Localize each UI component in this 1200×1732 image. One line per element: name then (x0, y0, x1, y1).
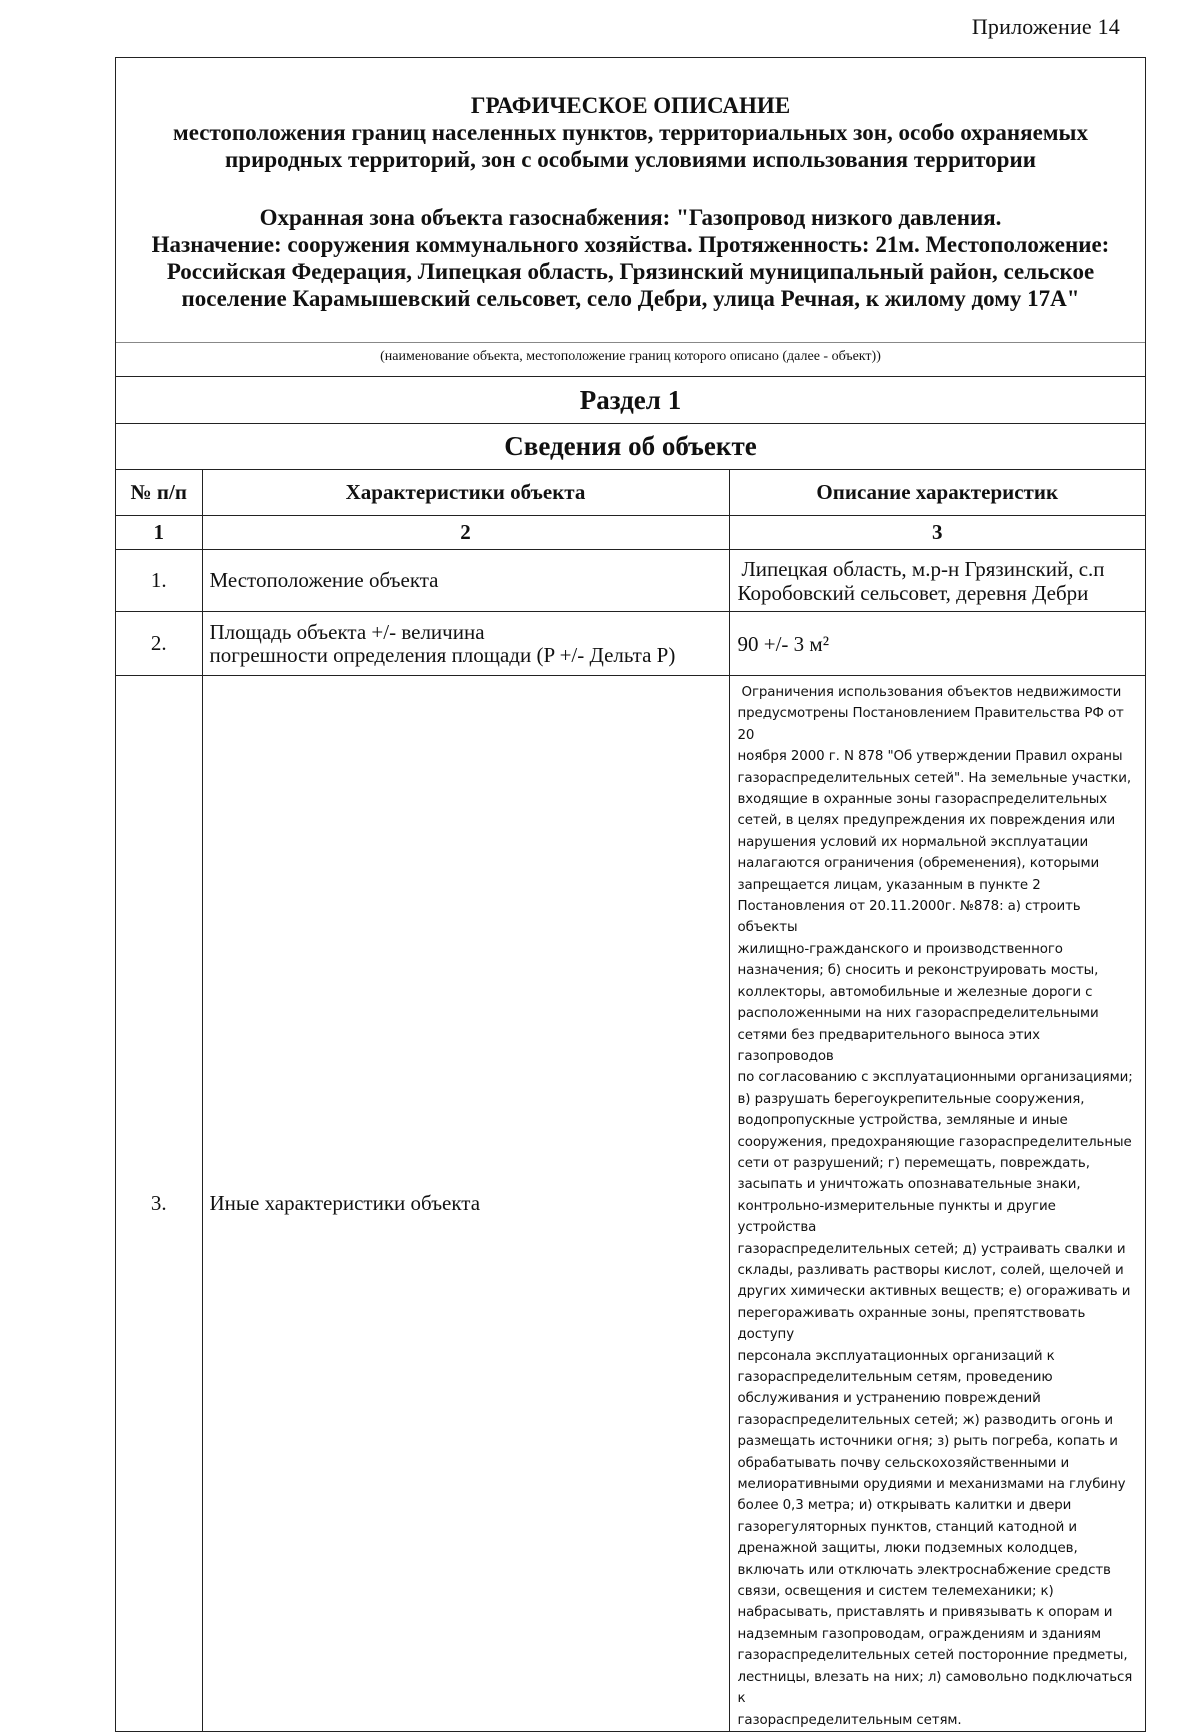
row-label (202, 612, 729, 676)
restriction-text-line: по согласованию с эксплуатационными организациями; (737, 1070, 1133, 1086)
row-label: Иные характеристики объекта (202, 676, 729, 1731)
object-name-line4: поселение Карамышевский сельсовет, село Дебри, улица Речная, к жилому дому 17А" (181, 286, 1080, 311)
restriction-text-line: водопропускные устройства, земляные и иные (737, 1113, 1068, 1129)
restriction-text-line: дренажной защиты, люки подземных колодцев, (737, 1541, 1078, 1557)
restriction-text-line: других химически активных веществ; е) огораживать и (737, 1284, 1131, 1300)
table-row (116, 550, 1145, 612)
restriction-text-line: обрабатывать почву сельскохозяйственными и (737, 1455, 1070, 1471)
section-title: Раздел 1 (116, 376, 1145, 423)
column-number: 2 (202, 516, 729, 550)
restriction-text-line: газораспределительных сетей; ж) разводить огонь и (737, 1412, 1113, 1428)
restriction-text-line: предусмотрены Постановлением Правительства РФ от 20 (737, 706, 1124, 743)
restriction-text-line: более 0,3 метра; и) открывать калитки и двери (737, 1498, 1072, 1514)
restriction-text-line: газораспределительных сетей посторонние предметы, (737, 1648, 1128, 1664)
restriction-text-line: Ограничения использования объектов недвижимости (741, 685, 1122, 700)
restriction-text-line: ноября 2000 г. N 878 "Об утверждении Правил охраны (737, 749, 1123, 765)
table-row (116, 612, 1145, 676)
restriction-text-line: перегораживать охранные зоны, препятствовать доступу (737, 1305, 1086, 1343)
restriction-text-line: запрещается лицам, указанным в пункте 2 (737, 877, 1041, 893)
restriction-text-line: газораспределительным сетям, проведению (737, 1370, 1053, 1385)
document-subtitle-line2: природных территорий, зон с особыми условиями использования территории (225, 147, 1036, 172)
row-label-line: погрешности определения площади (P +/- Дельта P) (209, 642, 676, 667)
restriction-text-line: жилищно-гражданского и производственного (737, 941, 1063, 957)
restriction-text-line: расположенными на них газораспределительными (737, 1006, 1099, 1022)
restriction-text (738, 682, 1138, 1731)
row-index: 3. (116, 676, 202, 1731)
restriction-text-line: склады, разливать растворы кислот, солей, щелочей и (737, 1262, 1124, 1278)
row-label-line: Площадь объекта +/- величина (209, 619, 485, 644)
row-value (729, 550, 1145, 612)
object-caption: (наименование объекта, местоположение границ которого описано (далее - объект)) (116, 342, 1145, 376)
restriction-text-line: лестницы, влезать на них; л) самовольно подключаться к (737, 1669, 1133, 1707)
restriction-text-line: Постановления от 20.11.2000г. №878: а) строить объекты (737, 899, 1081, 936)
restriction-text-line: назначения; б) сносить и реконструировать мосты, (737, 963, 1099, 979)
restriction-text-line: связи, освещения и систем телемеханики; к) (737, 1584, 1054, 1600)
restriction-text-line: сетей, в целях предупреждения их повреждения или (737, 813, 1116, 829)
row-value: 90 +/- 3 м² (729, 612, 1145, 676)
column-header-number: № п/п (116, 470, 202, 516)
restriction-text-line: газораспределительных сетей". На земельные участки, (737, 770, 1132, 786)
row-value-line: Коробовский сельсовет, деревня Дебри (737, 580, 1089, 605)
row-value-restrictions (729, 676, 1145, 1731)
column-header-characteristics: Характеристики объекта (202, 470, 729, 516)
appendix-label: Приложение 14 (971, 14, 1120, 39)
table-header-row (116, 470, 1145, 516)
document-subtitle-line1: местоположения границ населенных пунктов, территориальных зон, особо охраняемых (173, 120, 1088, 145)
restriction-text-line: мелиоративными орудиями и механизмами на глубину (737, 1477, 1126, 1493)
column-number: 3 (729, 516, 1145, 550)
row-label: Местоположение объекта (202, 550, 729, 612)
restriction-text-line: засыпать и уничтожать опознавательные знаки, (737, 1177, 1081, 1193)
restriction-text-line: газораспределительным сетям. (737, 1712, 962, 1728)
restriction-text-line: нарушения условий их нормальной эксплуатации (737, 834, 1089, 850)
object-name-line3: Российская Федерация, Липецкая область, Грязинский муниципальный район, сельское (166, 259, 1095, 284)
row-index: 1. (116, 550, 202, 612)
object-name-line2: Назначение: сооружения коммунального хозяйства. Протяженность: 21м. Местоположение: (151, 232, 1110, 257)
object-info-table (116, 469, 1145, 1731)
section-subtitle: Сведения об объекте (116, 423, 1145, 469)
object-name-line1: Охранная зона объекта газоснабжения: "Газопровод низкого давления. (259, 205, 1002, 230)
restriction-text-line: газорегуляторных пунктов, станций катодной и (737, 1519, 1077, 1535)
restriction-text-line: налагаются ограничения (обременения), которыми (737, 856, 1100, 872)
restriction-text-line: коллекторы, автомобильные и железные дороги с (737, 984, 1093, 1000)
document-title: ГРАФИЧЕСКОЕ ОПИСАНИЕ (470, 93, 791, 118)
restriction-text-line: включать или отключать электроснабжение средств (737, 1562, 1111, 1578)
restriction-text-line: набрасывать, приставлять и привязывать к опорам и (737, 1605, 1113, 1621)
restriction-text-line: сооружения, предохраняющие газораспределительные (737, 1134, 1132, 1150)
row-value-line: Липецкая область, м.р-н Грязинский, с.п (741, 556, 1105, 581)
restriction-text-line: в) разрушать берегоукрепительные сооружения, (737, 1091, 1085, 1107)
restriction-text-line: сетями без предварительного выноса этих газопроводов (737, 1027, 1040, 1064)
column-header-description: Описание характеристик (729, 470, 1145, 516)
restriction-text-line: обслуживания и устранению повреждений (737, 1391, 1041, 1407)
restriction-text-line: входящие в охранные зоны газораспределительных (737, 792, 1108, 808)
restriction-text-line: размещать источники огня; з) рыть погреба, копать и (737, 1434, 1118, 1450)
document-frame (115, 57, 1146, 1732)
column-number: 1 (116, 516, 202, 550)
restriction-text-line: сети от разрушений; г) перемещать, повреждать, (737, 1155, 1090, 1171)
restriction-text-line: контрольно-измерительные пункты и другие устройства (737, 1198, 1056, 1236)
table-row (116, 676, 1145, 1731)
restriction-text-line: персонала эксплуатационных организаций к (737, 1348, 1055, 1364)
restriction-text-line: газораспределительных сетей; д) устраивать свалки и (737, 1241, 1126, 1257)
object-name (136, 204, 1125, 312)
restriction-text-line: надземным газопроводам, ограждениям и зданиям (737, 1626, 1102, 1642)
document-header (116, 58, 1145, 342)
table-column-numbers-row (116, 516, 1145, 550)
row-index: 2. (116, 612, 202, 676)
